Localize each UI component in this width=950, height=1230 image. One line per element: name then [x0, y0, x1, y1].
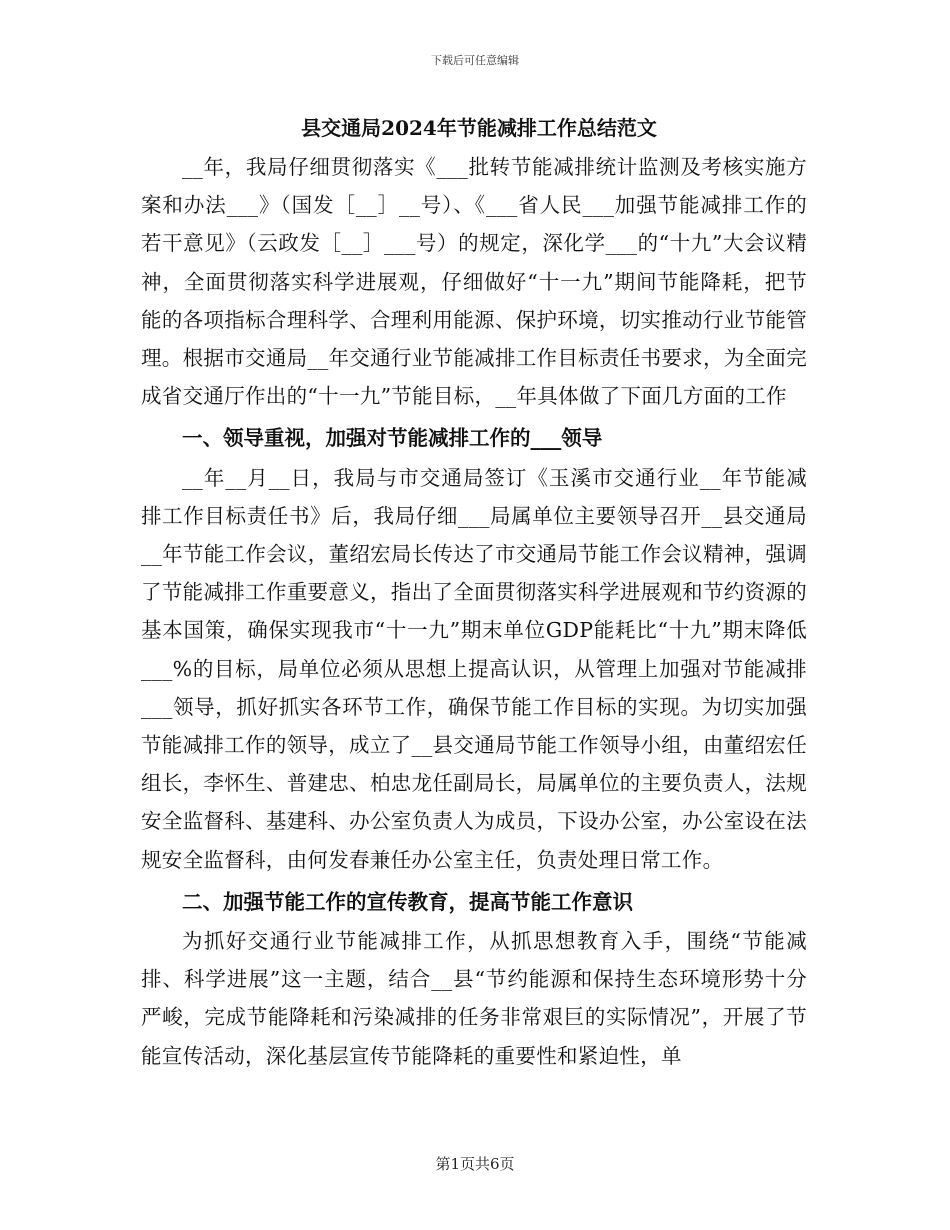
document-title: 县交通局2024年节能减排工作总结范文 [301, 116, 657, 140]
page-footer: 第1页共6页 [435, 1155, 515, 1173]
header-note: 下载后可任意编辑 [431, 54, 519, 67]
paragraph-section-2: 为抓好交通行业节能减排工作，从抓思想教育入手，围绕“节能减排、科学进展”这一主题，结合__县“节约能源和保持生态环境形势十分严峻，完成节能降耗和污染减排的任务非常艰巨的实际情况”，开展了节能宣传活动，深化基层宣传节能降耗的重要性和紧迫性，单 [141, 929, 807, 1068]
document-body [141, 108, 807, 1075]
paragraph-section-1: __年__月__日，我局与市交通局签订《玉溪市交通行业__年节能减排工作目标责任书》后，我局仔细___局属单位主要领导召开__县交通局__年节能工作会议，董绍宏局长传达了市交通局节能工作会议精神，强调了节能减排工作重要意义，指出了全面贯彻落实科学进展观和节约资源的基本国策，确保实现我市“十一九”期末单位GDP能耗比“十九”期末降低___%的目标，局单位必须从思想上提高认识，从管理上加强对节能减排___领导，抓好抓实各环节工作，确保节能工作目标的实现。为切实加强节能减排工作的领导，成立了__县交通局节能工作领导小组，由董绍宏任组长，李怀生、普建忠、柏忠龙任副局长，局属单位的主要负责人，法规安全监督科、基建科、办公室负责人为成员，下设办公室，办公室设在法规安全监督科，由何发春兼任办公室主任，负责处理日常工作。 [141, 465, 807, 872]
section-heading-2: 二、加强节能工作的宣传教育，提高节能工作意识 [182, 889, 633, 914]
section-heading-1: 一、领导重视，加强对节能减排工作的___领导 [182, 426, 603, 451]
paragraph-intro: __年，我局仔细贯彻落实《___批转节能减排统计监测及考核实施方案和办法___》（国发［__］__号）、《___省人民___加强节能减排工作的若干意见》（云政发［__］___号）的规定，深化学___的“十九”大会议精神，全面贯彻落实科学进展观，仔细做好“十一九”期间节能降耗，把节能的各项指标合理科学、合理利用能源、保护环境，切实推动行业节能管理。根据市交通局__年交通行业节能减排工作目标责任书要求，为全面完成省交通厅作出的“十一九”节能目标，__年具体做了下面几方面的工作 [141, 155, 807, 409]
